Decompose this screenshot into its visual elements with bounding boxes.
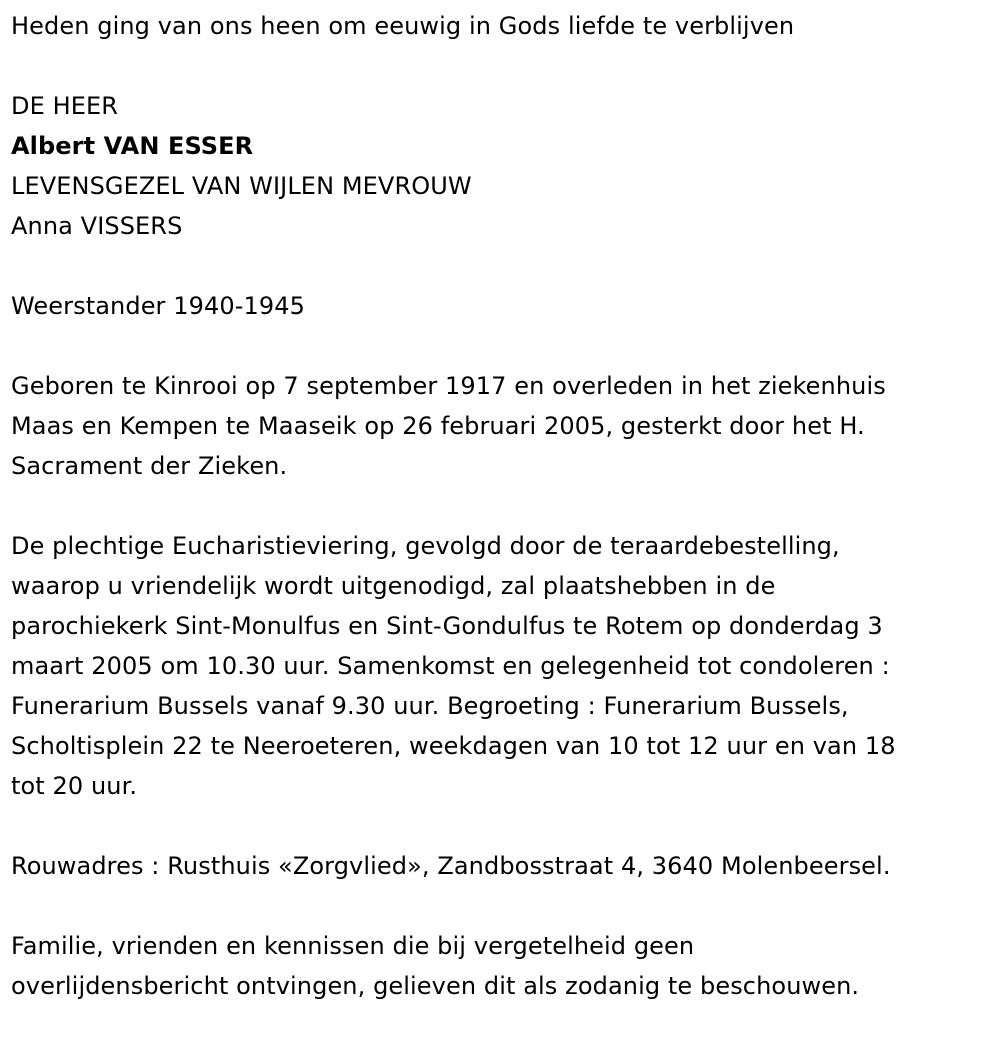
ceremony-line: Funerarium Bussels vanaf 9.30 uur. Begroeting : Funerarium Bussels, (11, 692, 849, 720)
birth-death-paragraph (11, 366, 989, 486)
birth-death-line: Maas en Kempen te Maaseik op 26 februari 2005, gesterkt door het H. (11, 412, 865, 440)
deceased-name: Albert VAN ESSER (11, 132, 254, 160)
distinction-text: Weerstander 1940-1945 (11, 292, 305, 320)
relation-text: LEVENSGEZEL VAN WIJLEN MEVROUW (11, 172, 472, 200)
spacer (11, 806, 989, 846)
ceremony-line: parochiekerk Sint-Monulfus en Sint-Gondulfus te Rotem op donderdag 3 (11, 612, 883, 640)
closing-paragraph (11, 926, 989, 1006)
spacer (11, 246, 989, 286)
ceremony-line: maart 2005 om 10.30 uur. Samenkomst en gelegenheid tot condoleren : (11, 652, 890, 680)
spacer (11, 486, 989, 526)
spacer (11, 46, 989, 86)
ceremony-paragraph (11, 526, 989, 806)
closing-line: Familie, vrienden en kennissen die bij vergetelheid geen (11, 932, 695, 960)
birth-death-line: Sacrament der Zieken. (11, 452, 288, 480)
spacer (11, 326, 989, 366)
intro-text: Heden ging van ons heen om eeuwig in Gods liefde te verblijven (11, 12, 795, 40)
birth-death-line: Geboren te Kinrooi op 7 september 1917 en overleden in het ziekenhuis (11, 372, 886, 400)
partner-name: Anna VISSERS (11, 212, 183, 240)
ceremony-line: De plechtige Eucharistieviering, gevolgd door de teraardebestelling, (11, 532, 840, 560)
spacer (11, 886, 989, 926)
title-prefix: DE HEER (11, 92, 119, 120)
death-announcement (11, 6, 989, 1006)
ceremony-line: tot 20 uur. (11, 772, 138, 800)
mourning-address: Rouwadres : Rusthuis «Zorgvlied», Zandbosstraat 4, 3640 Molenbeersel. (11, 852, 891, 880)
ceremony-line: waarop u vriendelijk wordt uitgenodigd, zal plaatshebben in de (11, 572, 776, 600)
ceremony-line: Scholtisplein 22 te Neeroeteren, weekdagen van 10 tot 12 uur en van 18 (11, 732, 896, 760)
closing-line: overlijdensbericht ontvingen, gelieven dit als zodanig te beschouwen. (11, 972, 860, 1000)
